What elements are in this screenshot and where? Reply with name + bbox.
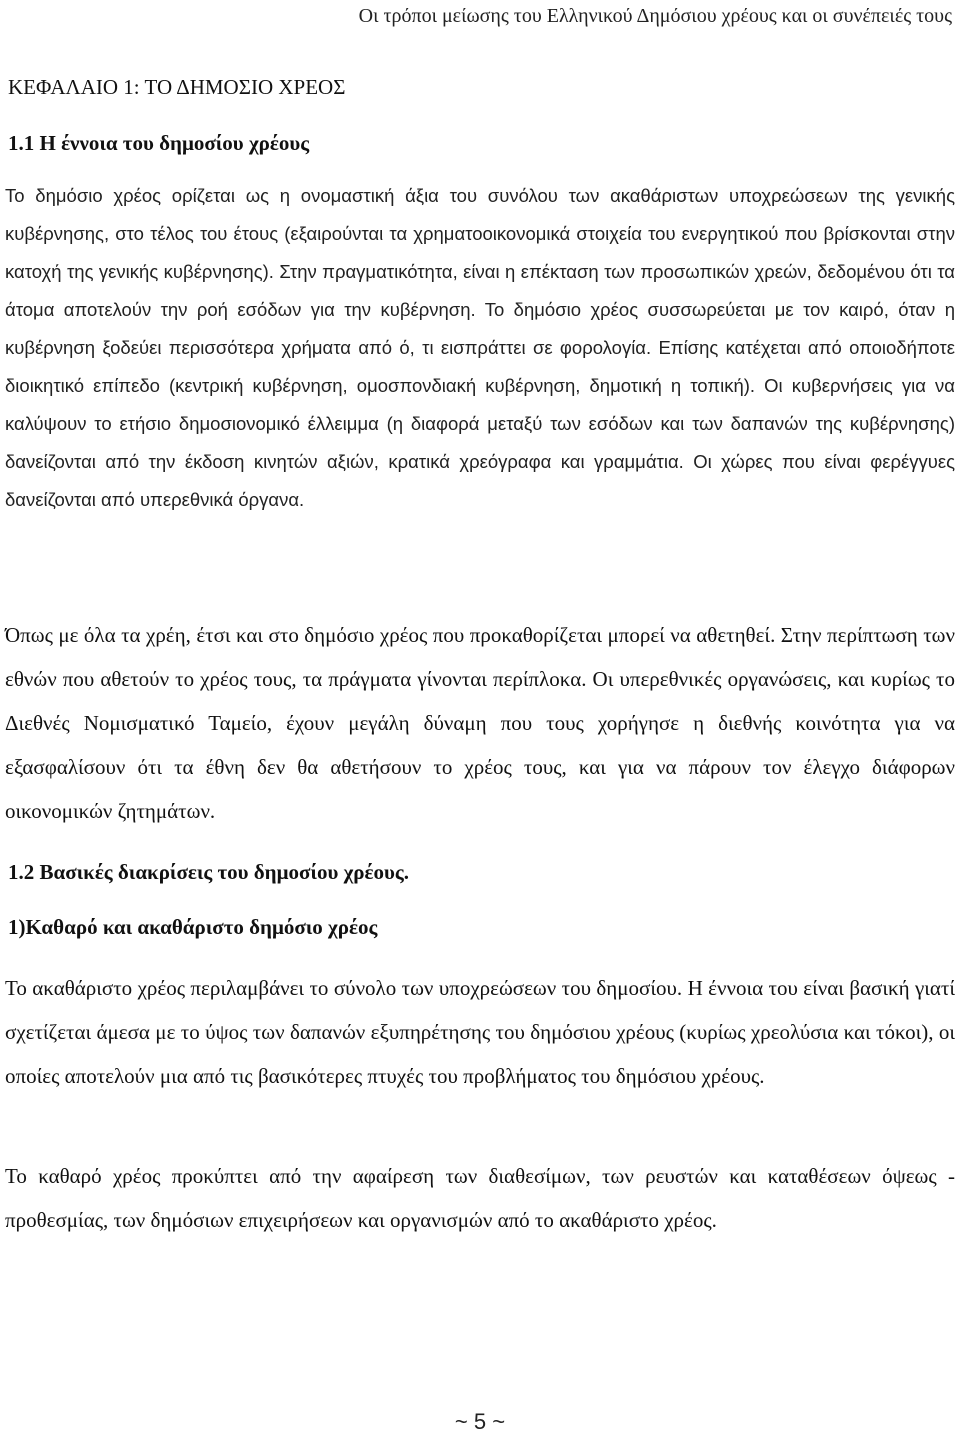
section-1-1-title: 1.1 Η έννοια του δημοσίου χρέους xyxy=(8,131,310,155)
section-1-1-paragraph-1: Το δημόσιο χρέος ορίζεται ως η ονομαστική άξια του συνόλου των ακαθάριστων υποχρεώσεων της γενικής κυβέρνησης, στο τέλος του έτους (εξαιρούνται τα χρηματοοικονομικά στοιχεία του ενεργητικού που βρίσκονται στην κατοχή της γενικής κυβέρνησης). Στην πραγματικότητα, είναι η επέκταση των προσωπικών χρεών, δεδομένου ότι τα άτομα αποτελούν την ροή εσόδων για την κυβέρνηση. Το δημόσιο χρέος συσσωρεύεται με τον καιρό, όταν η κυβέρνηση ξοδεύει περισσότερα χρήματα από ό, τι εισπράττει σε φορολογία. Επίσης κατέχεται από οποιοδήποτε διοικητικό επίπεδο (κεντρική κυβέρνηση, ομοσπονδιακή κυβέρνηση, δημοτική η τοπική). Οι κυβερνήσεις για να καλύψουν το ετήσιο δημοσιονομικό έλλειμμα (η διαφορά μεταξύ των εσόδων και των δαπανών της κυβέρνησης) δανείζονται από την έκδοση κινητών αξιών, κρατικά χρεόγραφα και γραμμάτια. Οι χώρες που είναι φερέγγυες δανείζονται από υπερεθνικά όργανα. xyxy=(5,185,955,510)
running-header: Οι τρόποι μείωσης του Ελληνικού Δημόσιου χρέους και οι συνέπειές τους xyxy=(358,5,952,27)
section-1-1-paragraph-2: Όπως με όλα τα χρέη, έτσι και στο δημόσιο χρέος που προκαθορίζεται μπορεί να αθετηθεί. Στην περίπτωση των εθνών που αθετούν το χρέος τους, τα πράγματα γίνονται περίπλοκα. Οι υπερεθνικές οργανώσεις, και κυρίως το Διεθνές Νομισματικό Ταμείο, έχουν μεγάλη δύναμη που τους χορήγησε η διεθνής κοινότητα για να εξασφαλίσουν ότι τα έθνη δεν θα αθετήσουν το χρέος τους, και για να πάρουν τον έλεγχο διάφορων οικονομικών ζητημάτων. xyxy=(5,623,955,823)
section-1-2-paragraph-1: Το ακαθάριστο χρέος περιλαμβάνει το σύνολο των υποχρεώσεων του δημοσίου. Η έννοια του είναι βασική γιατί σχετίζεται άμεσα με το ύψος των δαπανών εξυπηρέτησης του δημόσιου χρέους (κυρίως χρεολύσια και τόκοι), οι οποίες αποτελούν μια από τις βασικότερες πτυχές του προβλήματος του δημόσιου χρέους. xyxy=(5,976,955,1088)
page-number: ~ 5 ~ xyxy=(454,1409,506,1434)
section-1-2-paragraph-2: Το καθαρό χρέος προκύπτει από την αφαίρεση των διαθεσίμων, των ρευστών και καταθέσεων όψεως - προθεσμίας, των δημόσιων επιχειρήσεων και οργανισμών από το ακαθάριστο χρέος. xyxy=(5,1164,955,1232)
section-1-2-title: 1.2 Βασικές διακρίσεις του δημοσίου χρέους. xyxy=(8,860,410,884)
chapter-title: ΚΕΦΑΛΑΙΟ 1: ΤΟ ΔΗΜΟΣΙΟ ΧΡΕΟΣ xyxy=(8,75,346,99)
subsection-net-gross-debt-title: 1)Καθαρό και ακαθάριστο δημόσιο χρέος xyxy=(8,915,378,939)
